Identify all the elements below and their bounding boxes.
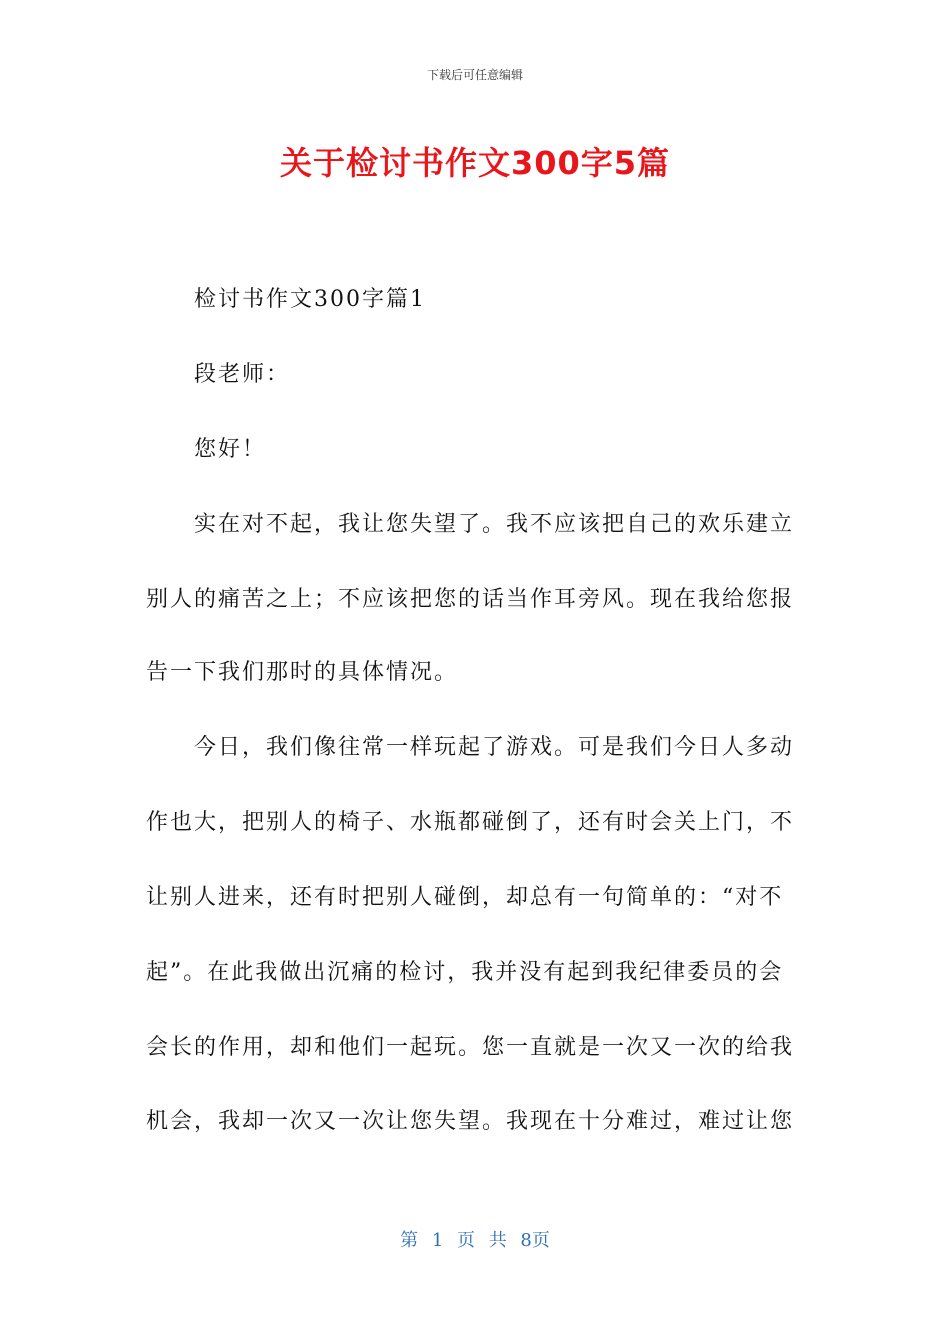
paragraph-line: 别人的痛苦之上；不应该把您的话当作耳旁风。现在我给您报 — [146, 587, 795, 612]
paragraph-line: 今日，我们像往常一样玩起了游戏。可是我们今日人多动 — [194, 735, 795, 760]
document-title: 关于检讨书作文300字5篇 — [279, 144, 671, 182]
section-heading: 检讨书作文300字篇1 — [194, 287, 426, 312]
paragraph-line: 起”。在此我做出沉痛的检讨，我并没有起到我纪律委员的会 — [146, 960, 784, 985]
paragraph-line: 作也大，把别人的椅子、水瓶都碰倒了，还有时会关上门，不 — [146, 810, 795, 835]
paragraph-line: 告一下我们那时的具体情况。 — [146, 660, 459, 685]
page-number-footer: 第 1 页 共 8页 — [400, 1230, 550, 1251]
paragraph-line: 会长的作用，却和他们一起玩。您一直就是一次又一次的给我 — [146, 1035, 795, 1060]
paragraph-line: 让别人进来，还有时把别人碰倒，却总有一句简单的：“对不 — [146, 885, 784, 910]
header-note: 下载后可任意编辑 — [426, 68, 523, 82]
greeting: 您好！ — [194, 437, 267, 462]
document-body — [146, 0, 794, 1200]
salutation: 段老师： — [194, 362, 291, 387]
paragraph-line: 机会，我却一次又一次让您失望。我现在十分难过，难过让您 — [146, 1109, 795, 1134]
paragraph-line: 实在对不起，我让您失望了。我不应该把自己的欢乐建立 — [194, 512, 795, 537]
